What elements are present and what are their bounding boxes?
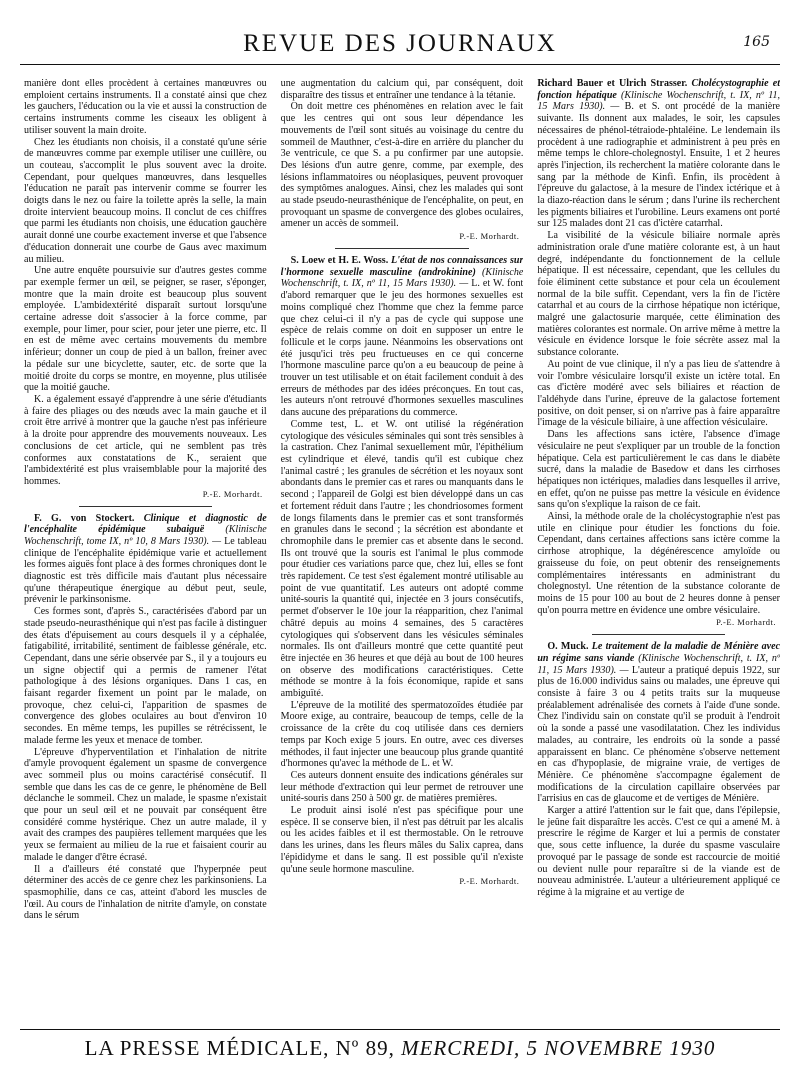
paragraph: Une autre enquête poursuivie sur d'autres gestes comme par exemple fermer un œil, se peigner, se raser, s'éponger, montre que la main droite est beaucoup plus souvent employée. L'ambidextérité disparaît surtout lorsqu'une certaine adresse doit s'associer à la force comme, par exemple, pour limer, pour scier, pour jeter une pierre, etc. Il en est de même avec certains mouvements du membre inférieur; donner un coup de pied à un ballon, freiner avec la pédale sur une bicyclette, sauter, etc. de sorte que la moitié droite du corps se montre, en moyenne, plus utilisée que la moitié gauche. — [24, 265, 267, 394]
column-1 — [24, 78, 267, 1023]
page-number: 165 — [743, 34, 770, 50]
article-columns — [24, 78, 780, 1023]
journal-name: LA PRESSE MÉDICALE, Nº 89, — [84, 1036, 395, 1060]
paragraph: Ainsi, la méthode orale de la cholécystographie n'est pas utile en clinique pour étudier les fonctions du foie. Cependant, dans certaines affections sans ictère comme la cirrhose atrophique, la dégénérescence amyloïde ou graisseuse du foie, on peut obtenir des renseignements complémentaires intéressants en administrant du cholegnostyl. Une rétention de la substance colorante de moins de 15 pour 100 au bout de 2 heures donne à penser qu'on pourra mettre en évidence une ombre vésiculaire. — [537, 511, 781, 616]
article-text: B. et S. ont procédé de la manière suivante. Ils donnent aux malades, le soir, les capsules nécessaires de phénol-tétraiode-phtaléine. Le lendemain ils procèdent à une radiographie et administrent à peu près en même temps le chlore-cholegnostyl. Ensuite, 1 et 2 heures après l'injection, ils recherchent la matière colorante dans le sang par la méthode de Kinfi. Enfin, ils procèdent à l'épreuve du galactose, à la mesure de l'index ictérique et à la diazo-réaction dans le sérum ; dans l'urine ils recherchent les pigments biliaires et l'urobiline. Leurs examens ont porté sur 125 malades dont 21 cas d'ictère catarrhal. — [537, 101, 781, 230]
header-rule — [20, 64, 780, 65]
article-author: O. Muck. — [547, 641, 589, 653]
article-source: (Klinische Wochenschrift, t. IX, nº 11, 15 Mars 1930). — — [280, 266, 524, 290]
paragraph: une augmentation du calcium qui, par conséquent, doit disparaître des tissus et entraîner une tendance à la tétanie. — [280, 78, 524, 101]
article-text: L. et W. font d'abord remarquer que le jeu des hormones sexuelles est moins compliqué chez l'homme que chez la femme parce que chez celui-ci il n'y a pas de cycle qui suppose une espèce de relais comme on doit en supposer un entre le follicule et le corps jaune. Néanmoins les observations ont été jusqu'ici très peu fructueuses en ce qui concerne l'hormone masculine parce qu'on a eu beaucoup de peine à trouver un test utilisable et on était facilement conduit à des erreurs de méthodes par des idées préconçues. En tout cas, les auteurs n'ont retrouvé d'hormones sexuelles masculines dans aucune des préparations du commerce. — [280, 278, 524, 419]
article-title: Le traitement de la maladie de Ménière avec un régime sans viande — [537, 641, 781, 664]
article-separator — [79, 506, 212, 507]
paragraph: L'épreuve d'hyperventilation et l'inhalation de nitrite d'amyle provoquent également un spasme de convergence avec sommeil plus ou moins caractérisé consécutif. Il semble que dans les cas de ce genre, le phénomène de Bell déclanche le sommeil. Chez un malade, le spasme n'existait que pour un seul œil et ne pouvait par conséquent être considéré comme hystérique. Chez un autre malade, il y avait des crampes des paupières tellement marquées que les yeux se fermaient au milieu de la rue et faisaient courir au malade le danger d'être écrasé. — [24, 746, 267, 863]
footer-rule — [20, 1029, 780, 1030]
article-text: L'auteur a pratiqué depuis 1922, sur plus de 16.000 individus sains ou malades, une épreuve qui consiste à faire 3 ou 4 petits traits sur la muqueuse préalablement adrénalisée des cornets à l'aide d'une sonde. Chez l'individu sain on constate qu'il se produit à l'endroit où la sonde a passé une vasodilatation. Chez les individus malades, au contraire, les endroits où la sonde a passé apparaissent en blanc. Ce phénomène s'observe nettement en cas d'hypoplasie, de migraine vraie, de vertiges de Ménière. Ce phénomène s'accompagne également de modifications de la circulation capillaire observées par l'arrisius en cas de glaucome et de vertiges de Ménière. — [537, 664, 781, 805]
paragraph: K. a également essayé d'apprendre à une série d'étudiants à faire des pliages ou des nœuds avec la main gauche et il croit être arrivé à montrer que la gauche n'est pas inférieure à la droite pour apprendre des mouvements nouveaux. Les conclusions de cet article, qui ne semblent pas très conformes aux constatations de K., seraient que l'ambidextérité est plus vraisemblable pour la majorité des hommes. — [24, 393, 267, 487]
page-footer — [20, 1036, 780, 1066]
article-text: Le tableau clinique de l'encéphalite épidémique varie et actuellement les formes aiguës font place à des formes chroniques dont le diagnostic est très difficile mais d'autant plus nécessaire qu'une thérapeutique énergique au début peut, seule, prévenir le parkinsonisme. — [24, 535, 267, 606]
article-author: Richard Bauer et Ulrich Strasser. — [537, 78, 688, 89]
paragraph: Ces formes sont, d'après S., caractérisées d'abord par un stade pseudo-neurasthénique qui n'est pas facile à distinguer des états d'épuisement au cours desquels il y a céphalée, fatigabilité, irritabilité, sentiment de faiblesse générale, etc. Cependant, dans une série observée par S., il y a toujours eu un signe objectif qui a permis de ramener l'état pathologique à des lésions organiques. Dans 1 cas, en faisant regarder fixement un point par le malade, on provoque, chez celui-ci, l'apparition de spasmes de convergence des globes oculaires au bout d'environ 10 secondes. En même temps, les pupilles se rétrécissent, le malade ferme les yeux et menace de tomber. — [24, 606, 267, 746]
paragraph: Chez les étudiants non choisis, il a constaté qu'une série de manœuvres comme par exemple utiliser une cuillère, ou un couteau, s'accomplit le plus souvent avec la droite. Cependant, pour quelques manœuvres, dans lesquelles l'éducation ne paraît pas intervenir comme se fourrer les doigts dans le nez ou faire la toilette après la selle, la main droite intervient beaucoup moins. Il conclut de ces chiffres que parmi les étudiants non choisis, une éducation gauchère aurait donné une courbe exactement inverse et que l'absence d'éducation donnerait une courbe de Gaus avec maximum au milieu. — [24, 136, 267, 265]
article-title: L'état de nos connaissances sur l'hormone sexuelle masculine (androkinine) — [280, 255, 524, 278]
signature: P.-E. Morhardt. — [202, 488, 263, 499]
column-2 — [281, 78, 524, 1023]
issue-date: MERCREDI, 5 NOVEMBRE 1930 — [401, 1036, 716, 1060]
page-header — [20, 24, 780, 60]
article-source: (Klinische Wochenschrift, t. IX, nº 11, 15 Mars 1930). — — [537, 652, 781, 676]
signature: P.-E. Morhardt. — [716, 617, 777, 628]
article-heading — [24, 513, 267, 607]
article-separator — [335, 248, 468, 249]
article-heading — [537, 641, 780, 805]
article-source: (Klinische Wochenschrift, tome IX, nº 10, 8 Mars 1930). — — [24, 524, 267, 547]
article-author: F. G. von Stockert. — [34, 512, 135, 524]
article-heading — [281, 255, 524, 419]
article-title: Clinique et diagnostic de l'encéphalite épidémique subaiguë — [24, 512, 267, 536]
paragraph: Dans les affections sans ictère, l'absence d'image vésiculaire ne peut s'expliquer par un trouble de la fonction hépatique. Cela est particulièrement le cas dans le diabète sucré, dans la maladie de Basedow et dans les cirrhoses hépatiques non ictériques, maladies dans lesquelles il arrive, en effet, qu'on ne puisse pas mettre la vésicule en évidence sans qu'on s'explique la raison de ce fait. — [537, 429, 781, 511]
article-separator — [592, 634, 725, 635]
article-author: S. Loew et H. E. Woss. — [290, 255, 389, 267]
paragraph: Karger a attiré l'attention sur le fait que, dans l'épilepsie, le jeûne fait disparaître les accès. C'est ce qui a amené M. à prescrire le régime de Karger et lui a permis de constater que, sous cette influence, la durée du spasme vasculaire provoqué par le passage de sonde est raccourcie de moitié ou devient nulle pour reparaître si de la viande est de nouveau administrée. L'auteur a ultérieurement appliqué ce régime à la migraine et au vertige de — [537, 805, 781, 898]
running-title: REVUE DES JOURNAUX — [243, 30, 557, 57]
paragraph: La visibilité de la vésicule biliaire normale après administration orale d'une matière colorante est, à un haut degré, indépendante du fonctionnement de la cellule hépatique. Il est nécessaire, cependant, que les cellules du foie éliminent cette substance et pour cela un écoulement normal de la bile suffit. Cependant, vers la fin de l'ictère catarrhal et au cours de la cirrhose hépatique non ictérique, malgré une galactosurie marquée, cette élimination des matières colorantes est normale. On arrive même à mettre la vésicule en évidence lorsque le foie sécrète assez mal la substance colorante. — [537, 230, 781, 359]
column-3 — [537, 78, 780, 1023]
signature: P.-E. Morhardt. — [459, 231, 520, 242]
paragraph: L'épreuve de la motilité des spermatozoïdes étudiée par Moore exige, au contraire, beaucoup de temps, celle de la croissance de la crête du coq utilisée dans ces derniers temps par Koch exige 5 jours. En outre, avec ces diverses méthodes, il faut injecter une beaucoup plus grande quantité d'hormones qu'avec la méthode de L. et W. — [280, 699, 524, 770]
paragraph: On doit mettre ces phénomènes en relation avec le fait que les centres qui ont sous leur dépendance les mouvements de l'œil sont situés au voisinage du centre du sommeil de Mauthner, c'est-à-dire en arrière du plancher du 3e ventricule, ce que S. a pu confirmer par une autopsie. Des lésions d'un autre genre, comme, par exemple, des lésions inflammatoires ou néoplasiques, peuvent provoquer des symptômes analogues. Ainsi, chez les malades qui sont au stade pseudo-neurasthénique de l'encéphalite, on peut, en provoquant un spasme de convergence des globes oculaires, amener un accès de sommeil. — [280, 101, 524, 230]
paragraph: Au point de vue clinique, il n'y a pas lieu de s'attendre à voir l'ombre vésiculaire lorsqu'il existe un ictère total. En cas d'ictère modéré avec sels biliaires et réaction de l'aldéhyde dans l'urine, épreuve de la galactose fortement positive, on doit penser, si on n'arrive pas à faire apparaître l'image de la vésicule biliaire, à une affection vésiculaire. — [537, 358, 781, 429]
paragraph: Comme test, L. et W. ont utilisé la régénération cytologique des vésicules séminales qui sont très sensibles à la castration. Chez l'animal sexuellement mûr, l'épithélium est cylindrique et élevé, tandis qu'il est cubique chez l'animal castré ; les granules de sécrétion et les noyaux sont abondants dans le premier cas et rares ou manquants dans le second ; l'appareil de Golgi est bien développé dans un cas et fortement réduit dans l'autre ; les chondriosomes forment de longs filaments dans le premier cas et sont transformés en granules dans le second ; la sécrétion est abondante et chromophile dans le premier cas et absente dans le second. Ils ont trouvé que la souris est l'animal le plus commode pour étudier ces variations parce que, chez lui, elles se font très rapidement. Ce test s'est également montré utilisable au point de vue quantitatif. Les auteurs ont adopté comme unité-souris la quantité qui, injectée en 3 jours consécutifs, permet d'observer le 10e jour la réapparition, chez l'animal châtré depuis au moins 4 semaines, des 5 caractères cytologiques qui s'observent dans les vésicules séminales normales. Ils ont d'ailleurs montré que cette quantité peut être injectée en 36 heures et que déjà au bout de 100 heures on observe des modifications caractéristiques. Cette méthode se montre à la fois économique, rapide et sans ambiguïté. — [280, 418, 524, 700]
paragraph: Ces auteurs donnent ensuite des indications générales sur leur méthode d'extraction qui leur permet de retrouver une unité-souris dans 250 à 500 gr. de matières premières. — [280, 769, 524, 805]
article-title: Cholécystographie et fonction hépatique — [537, 78, 781, 101]
paragraph: Il a d'ailleurs été constaté que l'hyperpnée peut déterminer des accès de ce genre chez les parkinsoniens. La spasmophilie, dans ce cas, atteint d'abord les muscles de l'œil. Au cours de l'inhalation de nitrite d'amyle, on constate dans le sérum — [24, 863, 267, 922]
paragraph: Le produit ainsi isolé n'est pas spécifique pour une espèce. Il se conserve bien, il n'est pas détruit par les alcalis ou les acides faibles et il est thermostable. On le retrouve dans les urines, dans les fleurs mâles du Salix caprea, dans l'épididyme et dans le sang. Il est possible qu'il n'existe qu'une seule hormone masculine. — [280, 805, 524, 875]
paragraph: manière dont elles procèdent à certaines manœuvres ou emploient certains instruments. Il a constaté ainsi que chez les gauchers, l'éducation ou la vie et aussi la construction de certains instruments comme les ciseaux les obligent à utiliser souvent la main droite. — [24, 78, 267, 136]
signature: P.-E. Morhardt. — [459, 876, 520, 887]
article-heading — [537, 78, 780, 230]
article-source: (Klinische Wochenschrift, t. IX, nº 11, 15 Mars 1930). — — [537, 89, 781, 113]
